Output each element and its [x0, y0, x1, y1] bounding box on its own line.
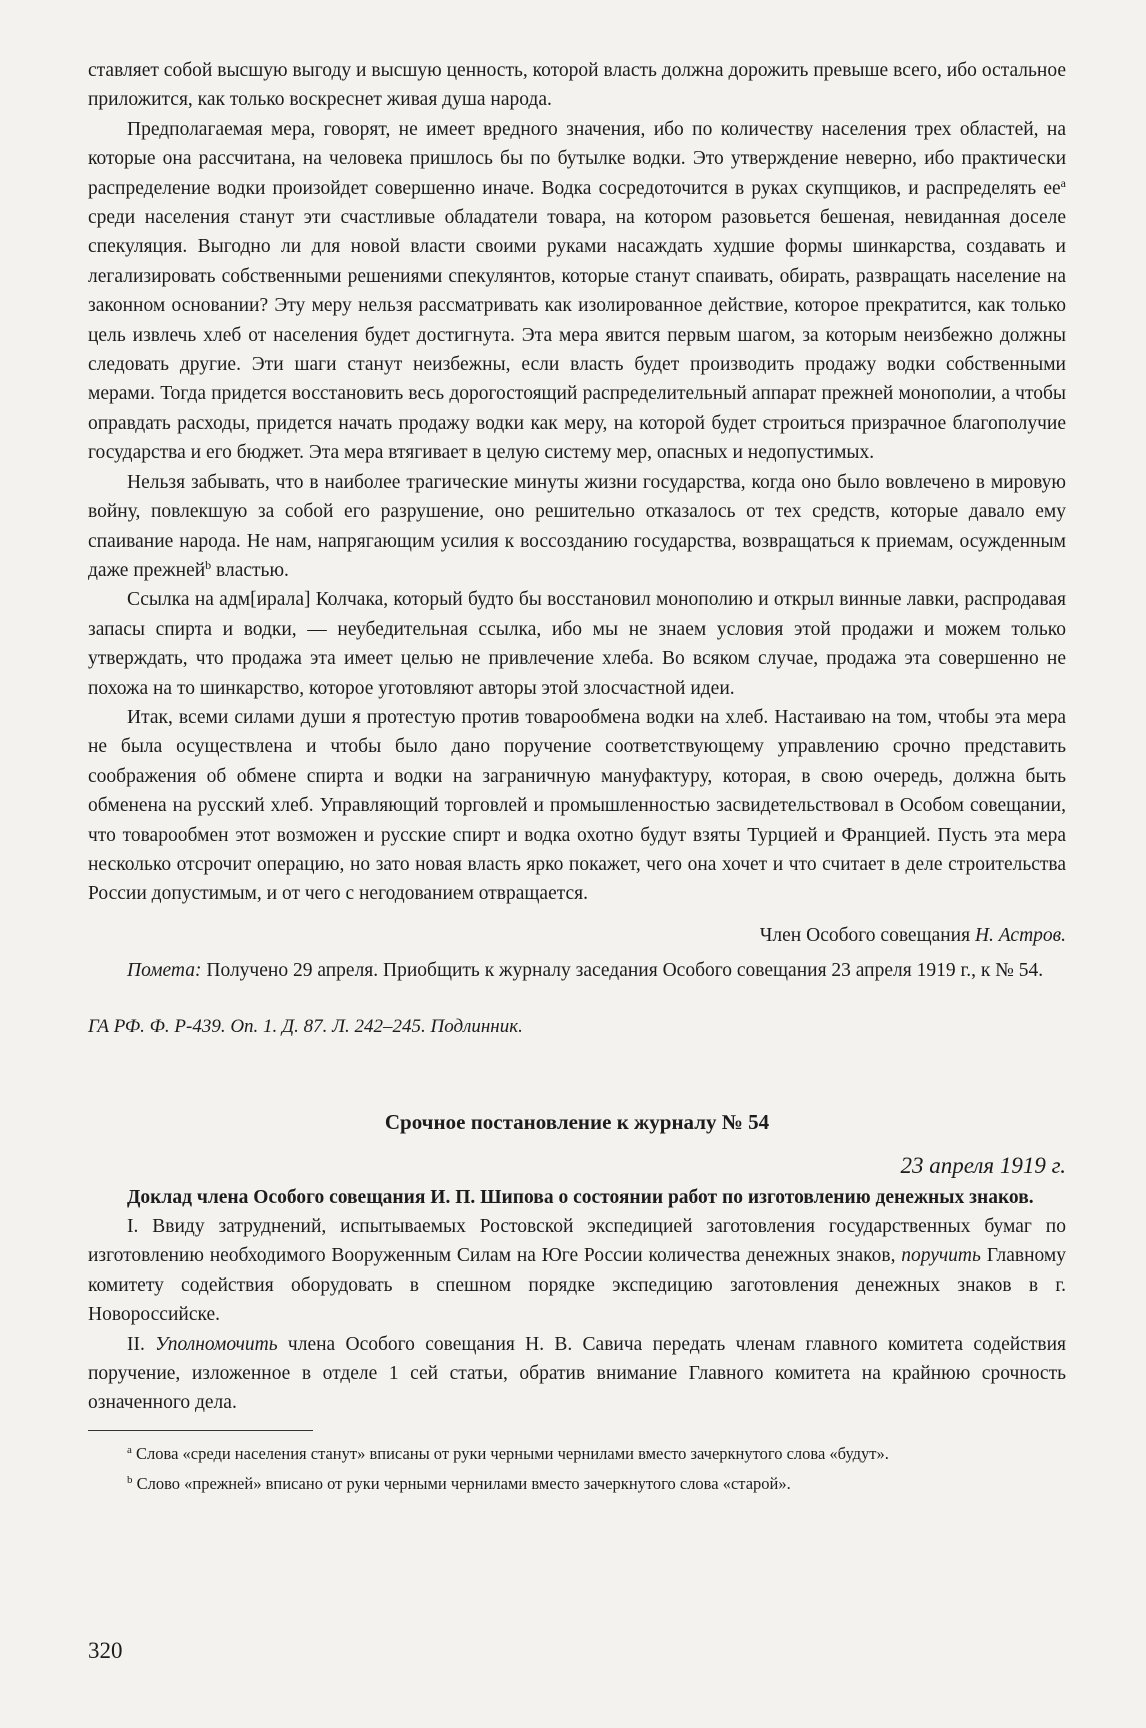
archival-source: ГА РФ. Ф. Р-439. Оп. 1. Д. 87. Л. 242–245. Подлинник.: [88, 1015, 523, 1037]
body-text: [88, 56, 1066, 909]
paragraph: ставляет собой высшую выгоду и высшую ценность, которой власть должна дорожить превыше всего, ибо остальное приложится, как только воскреснет живая душа народа.: [88, 60, 1066, 111]
archival-note: [88, 956, 1066, 985]
footnote: [88, 1441, 1066, 1466]
document-item: I. Ввиду затруднений, испытываемых Ростовской экспедицией заготовления государственных бумаг по изготовлению необходимого Вооруженным Силам на Юге России количества денежных знаков, поручить Главному комитету содействия оборудовать в спешном порядке экспедицию заготовления денежных знаков в г. Новороссийске.: [88, 1216, 1066, 1326]
emphasis-text: Уполномочить: [155, 1333, 278, 1355]
paragraph: Итак, всеми силами души я протестую против товарообмена водки на хлеб. Настаиваю на том, чтобы эта мера не была осуществлена и чтобы было дано поручение соответствующему управлению срочно представить соображения об обмене спирта и водки на заграничную мануфактуру, которая, в свою очередь, должна быть обменена на русский хлеб. Управляющий торговлей и промышленностью засвидетельствовал в Особом совещании, что товарообмен этот возможен и русские спирт и водка охотно будут взяты Турцией и Францией. Пусть эта мера несколько отсрочит операцию, но зато новая власть ярко покажет, чего она хочет и что считает в деле строительства России допустимым, и от чего с негодованием отвращается.: [88, 706, 1066, 905]
footnote-reference: a: [1060, 175, 1066, 190]
footnote-mark: b: [127, 1473, 133, 1486]
footnote-text: Слова «среди населения станут» вписаны от руки черными чернилами вместо зачеркнутого слова «будут».: [131, 1443, 889, 1463]
paragraph: Предполагаемая мера, говорят, не имеет вредного значения, ибо по количеству населения трех областей, на которые она рассчитана, на человека пришлось бы по бутылке водки. Это утверждение неверно, ибо практически распределение водки произойдет совершенно иначе. Водка сосредоточится в руках скупщиков, и распределять $ее^a$ среди населения станут эти счастливые обладатели товара, на котором разовьется бешеная, невиданная доселе спекуляция. Выгодно ли для новой власти своими руками насаждать худшие формы шинкарства, создавать и легализировать собственными решениями спекулянтов, которые станут спаивать, обирать, развращать население на законном основании? Эту меру нельзя рассматривать как изолированное действие, которое прекратится, как только цель извлечь хлеб от населения будет достигнута. Эта мера явится первым шагом, за которым неизбежно должны следовать другие. Эти шаги станут неизбежны, если власть будет производить продажу водки собственными мерами. Тогда придется восстановить весь дорогостоящий распределительный аппарат прежней монополии, а чтобы оправдать расходы, придется начать продажу водки как меру, на которой будет строиться призрачное благополучие государства и его бюджет. Эта мера втягивает в целую систему мер, опасных и недопустимых.: [88, 118, 1066, 464]
document-date: 23 апреля 1919 г.: [900, 1152, 1066, 1178]
signature-role: Член Особого совещания: [759, 924, 971, 946]
footnote-text: Слово «прежней» вписано от руки черными чернилами вместо зачеркнутого слова «старой».: [132, 1473, 791, 1493]
note-text: Получено 29 апреля. Приобщить к журналу заседания Особого совещания 23 апреля 1919 г., к № 54.: [201, 960, 1044, 982]
footnote-mark: a: [127, 1443, 132, 1456]
footnote-divider: [88, 1430, 313, 1431]
signature: [88, 921, 1066, 950]
paragraph: Нельзя забывать, что в наиболее трагические минуты жизни государства, когда оно было вовлечено в мировую войну, повлекшую за собой его разрушение, оно решительно отказалось от тех средств, которые давало ему спаивание народа. Не нам, напрягающим усилия к воссозданию государства, возвращаться к приемам, осужденным даже прежней$^b$ властью.: [88, 471, 1066, 581]
page-number: 320: [88, 1638, 123, 1663]
footnotes: [88, 1441, 1066, 1496]
note-label: Помета:: [127, 960, 202, 982]
document-title: Срочное постановление к журналу № 54: [384, 1109, 770, 1134]
paragraph: Ссылка на адм[ирала] Колчака, который будто бы восстановил монополию и открыл винные лавки, распродавая запасы спирта и водки, — неубедительная ссылка, ибо мы не знаем условия этой продажи и можем только утверждать, что продажа эта имеет целью не привлечение хлеба. Во всяком случае, продажа эта совершенно не похожа на то шинкарство, которое уготовляют авторы этой злосчастной идеи.: [88, 589, 1066, 699]
document-item: II. Уполномочить члена Особого совещания Н. В. Савича передать членам главного комитета содействия поручение, изложенное в отделе 1 сей статьи, обратив внимание Главного комитета на крайнюю срочность означенного дела.: [88, 1333, 1066, 1414]
document-heading: Доклад члена Особого совещания И. П. Шипова о состоянии работ по изготовлению денежных знаков.: [127, 1186, 1034, 1208]
footnote: [88, 1471, 1066, 1496]
signature-name: Н. Астров.: [974, 924, 1066, 946]
footnote-reference: b: [205, 557, 212, 572]
emphasis-text: поручить: [901, 1245, 981, 1267]
